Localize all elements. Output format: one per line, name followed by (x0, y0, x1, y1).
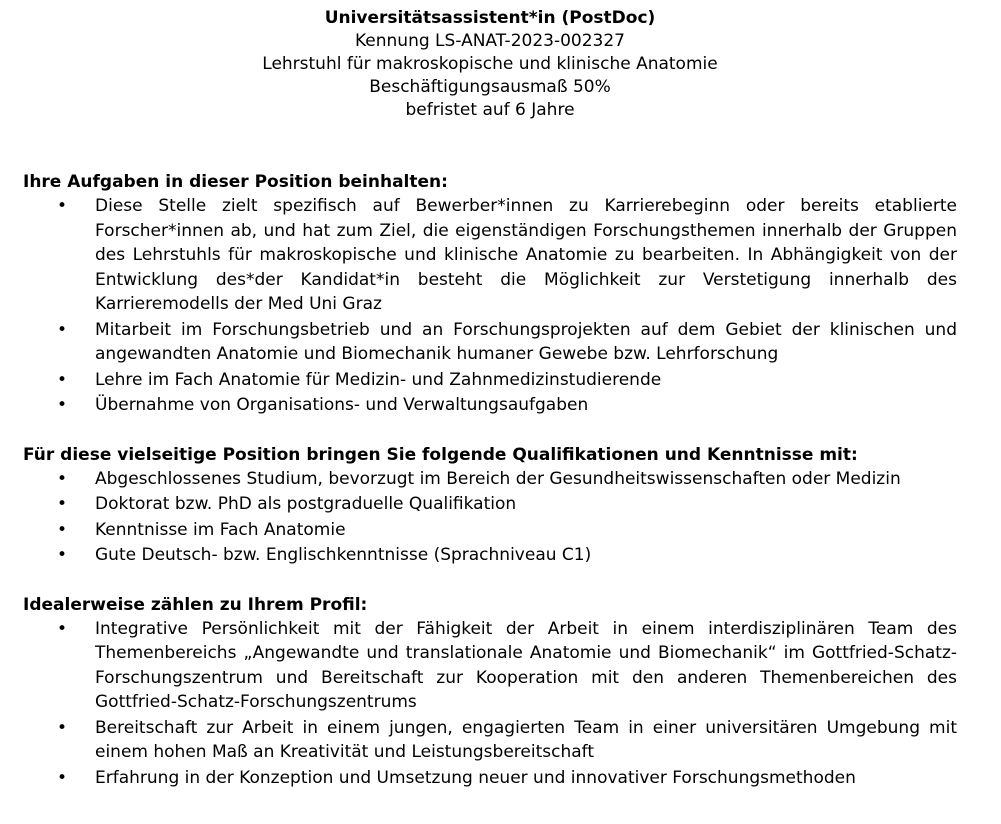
list-item-text: Kenntnisse im Fach Anatomie (95, 519, 346, 540)
bullet-icon: • (57, 319, 68, 340)
task-list (23, 194, 957, 418)
list-item-text: Doktorat bzw. PhD als postgraduelle Qualifikation (95, 494, 517, 514)
section-title: Für diese vielseitige Position bringen Sie folgende Qualifikationen und Kenntnisse mit: (23, 444, 858, 465)
list-item (23, 318, 957, 367)
list-item (23, 194, 957, 317)
list-item (23, 617, 957, 715)
list-item-text: Bereitschaft zur Arbeit in einem jungen, engagierten Team in einer universitären Umgebung mit einem hohen Maß an Kreativität und Leistungsbereitschaft (95, 717, 957, 762)
bullet-icon: • (57, 767, 68, 788)
bullet-icon: • (57, 618, 68, 639)
position-title: Universitätsassistent*in (PostDoc) (324, 8, 656, 28)
bullet-icon: • (57, 468, 68, 489)
list-item-text: Erfahrung in der Konzeption und Umsetzung neuer und innovativer Forschungsmethoden (95, 767, 856, 788)
qualification-list (23, 467, 957, 568)
profile-list (23, 617, 957, 791)
list-item-text: Lehre im Fach Anatomie für Medizin- und Zahnmedizinstudierende (95, 369, 662, 390)
bullet-icon: • (57, 545, 68, 565)
bullet-icon: • (57, 395, 68, 415)
bullet-icon: • (57, 196, 68, 216)
section-qualifications (23, 443, 957, 568)
bullet-icon: • (57, 494, 68, 514)
list-item (23, 492, 957, 517)
section-title: Ihre Aufgaben in dieser Position beinhalten: (23, 172, 448, 192)
list-item (23, 766, 957, 791)
list-item (23, 368, 957, 393)
list-item-text: Mitarbeit im Forschungsbetrieb und an Forschungsprojekten auf dem Gebiet der klinischen und angewandten Anatomie und Biomechanik humaner Gewebe bzw. Lehrforschung (95, 319, 957, 364)
list-item-text: Übernahme von Organisations- und Verwaltungsaufgaben (95, 395, 589, 415)
bullet-icon: • (57, 519, 68, 540)
list-item-text: Diese Stelle zielt spezifisch auf Bewerber*innen zu Karrierebeginn oder bereits etablierte Forscher*innen ab, und hat zum Ziel, die eigenständigen Forschungsthemen innerhalb der Gruppen des Lehrstuhls für makroskopische und klinische Anatomie zu bearbeiten. In Abhängigkeit von der Entwicklung des*der Kandidat*in besteht die Möglichkeit zur Verstetigung innerhalb des Karrieremodells der Med Uni Graz (95, 196, 957, 314)
list-item (23, 467, 957, 492)
list-item-text: Integrative Persönlichkeit mit der Fähigkeit der Arbeit in einem interdisziplinären Team des Themenbereichs „Angewandte und translationale Anatomie und Biomechanik“ im Gottfried-Schatz-Forschungszentrum und Bereitschaft zur Kooperation mit den anderen Themenbereichen des Gottfried-Schatz-Forschungszentrums (95, 618, 957, 712)
bullet-icon: • (57, 717, 68, 738)
list-item (23, 518, 957, 543)
list-item-text: Gute Deutsch- bzw. Englischkenntnisse (Sprachniveau C1) (95, 545, 592, 565)
section-title: Idealerweise zählen zu Ihrem Profil: (23, 594, 368, 615)
list-item (23, 716, 957, 765)
bullet-icon: • (57, 369, 68, 390)
list-item-text: Abgeschlossenes Studium, bevorzugt im Bereich der Gesundheitswissenschaften oder Medizin (95, 468, 901, 489)
list-item (23, 393, 957, 418)
posting-header (23, 7, 957, 122)
employment-extent: Beschäftigungsausmaß 50% (369, 77, 611, 97)
contract-duration: befristet auf 6 Jahre (405, 100, 575, 120)
department-name: Lehrstuhl für makroskopische und klinische Anatomie (262, 54, 718, 74)
section-tasks (23, 170, 957, 418)
section-profile (23, 593, 957, 791)
position-id: Kennung LS-ANAT-2023-002327 (355, 31, 625, 51)
list-item (23, 543, 957, 568)
